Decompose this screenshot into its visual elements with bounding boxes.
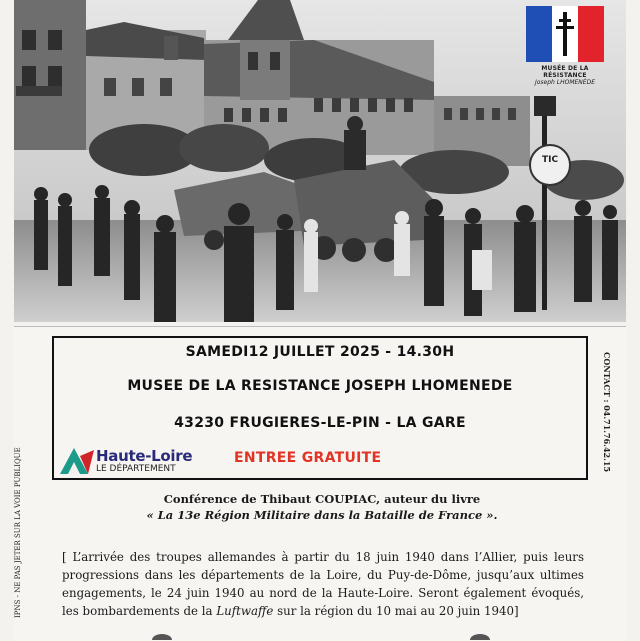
haute-loire-emblem-icon <box>58 446 96 476</box>
description-italic: Luftwaffe <box>216 604 274 618</box>
description-part1: [ L’arrivée des troupes allemandes à partir du 18 juin 1940 dans l’Allier, puis leurs progressions dans les départements de la Loire, du Puy-de-Dôme, jusqu’aux ultimes engagements, le 24 juin 1940 au nord de la Haute-Loire. Seront également évoqués, les bombardements de la <box>62 550 584 618</box>
museum-logo <box>520 6 610 86</box>
sponsor-name: Haute-Loire <box>96 446 193 465</box>
cross-of-lorraine-icon <box>554 10 576 58</box>
conference-info <box>52 492 592 522</box>
event-box <box>52 336 588 480</box>
logo-museum-name: MUSÉE DE LA RÉSISTANCE <box>541 65 589 79</box>
conference-speaker: Conférence de Thibaut COUPIAC, auteur du livre <box>163 492 481 506</box>
legal-notice <box>14 356 30 626</box>
legal-notice-text: IPNS - NE PAS JETER SUR LA VOIE PUBLIQUE <box>14 447 22 618</box>
portrait-strip <box>150 630 490 640</box>
contact-text: CONTACT : 04.71.76.42.15 <box>602 352 612 473</box>
haute-loire-logo <box>58 446 192 476</box>
traffic-sign-text: TIC <box>541 155 559 165</box>
description-part2: sur la région du 10 mai au 20 juin 1940] <box>273 604 519 618</box>
event-address: 43230 FRUGIERES-LE-PIN - LA GARE <box>174 415 466 431</box>
admission-text: ENTREE GRATUITE <box>234 450 382 466</box>
tricolor-flag <box>526 6 604 62</box>
event-venue: MUSEE DE LA RESISTANCE JOSEPH LHOMENEDE <box>127 378 513 394</box>
event-description <box>62 548 584 620</box>
conference-book-title: « La 13e Région Militaire dans la Bataille de France ». <box>146 508 498 522</box>
contact-info <box>598 352 618 473</box>
event-date-time: SAMEDI12 JUILLET 2025 - 14.30H <box>185 344 455 360</box>
sponsor-subtitle: LE DÉPARTEMENT <box>96 463 176 474</box>
logo-founder-name: Joseph LHOMENÈDE <box>534 79 595 86</box>
